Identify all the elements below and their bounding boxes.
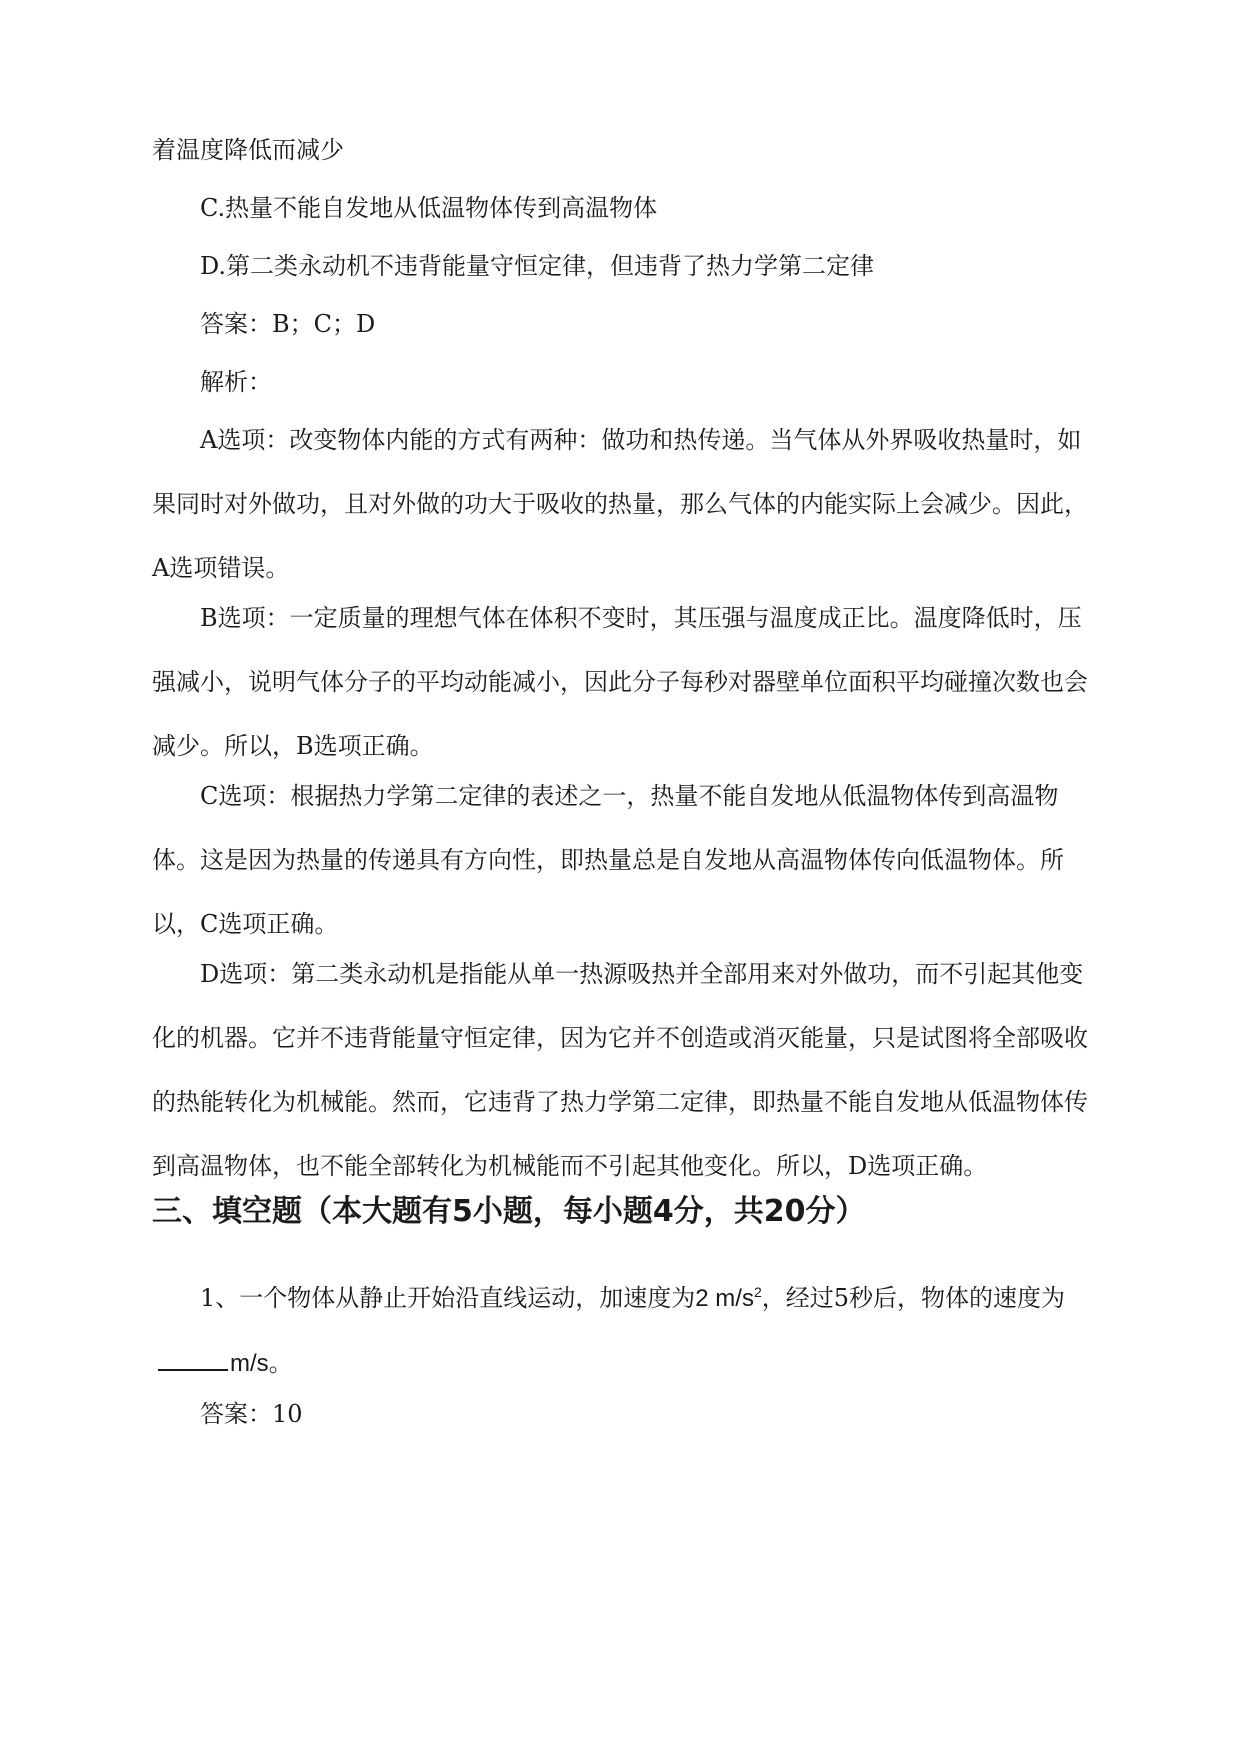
question-1: [152, 1266, 1092, 1396]
analysis-d: D选项：第二类永动机是指能从单一热源吸热并全部用来对外做功，而不引起其他变化的机器。它并不违背能量守恒定律，因为它并不创造或消灭能量，只是试图将全部吸收的热能转化为机械能。然而，它违背了热力学第二定律，即热量不能自发地从低温物体传到高温物体，也不能全部转化为机械能而不引起其他变化。所以，D选项正确。: [152, 960, 1088, 1180]
analysis-c: C选项：根据热力学第二定律的表述之一，热量不能自发地从低温物体传到高温物体。这是因为热量的传递具有方向性，即热量总是自发地从高温物体传向低温物体。所以，C选项正确。: [152, 782, 1064, 938]
option-c: C.热量不能自发地从低温物体传到高温物体: [200, 194, 658, 222]
answer-line: 答案：B；C；D: [200, 310, 376, 338]
analysis-b: B选项：一定质量的理想气体在体积不变时，其压强与温度成正比。温度降低时，压强减小，说明气体分子的平均动能减小，因此分子每秒对器壁单位面积平均碰撞次数也会减少。所以，B选项正确。: [152, 604, 1088, 760]
question-1-text: 1、一个物体从静止开始沿直线运动，加速度为: [200, 1284, 696, 1312]
option-d: D.第二类永动机不违背能量守恒定律，但违背了热力学第二定律: [200, 252, 875, 280]
question-1-text-2: ，经过5秒后，物体的速度为: [761, 1284, 1066, 1312]
section-heading: 三、填空题（本大题有5小题，每小题4分，共20分）: [152, 1194, 866, 1229]
question-1-accel: 2 m/s: [695, 1285, 754, 1312]
answer-1: 答案：10: [200, 1400, 303, 1428]
continuation-line: 着温度降低而减少: [152, 136, 344, 164]
analysis-label: 解析：: [200, 368, 272, 396]
answer-blank: [158, 1349, 228, 1371]
analysis-a: A选项：改变物体内能的方式有两种：做功和热传递。当气体从外界吸收热量时，如果同时对外做功，且对外做的功大于吸收的热量，那么气体的内能实际上会减少。因此，A选项错误。: [152, 426, 1088, 582]
question-1-accel-exponent: 2: [753, 1284, 762, 1300]
question-1-unit: m/s。: [230, 1350, 293, 1377]
